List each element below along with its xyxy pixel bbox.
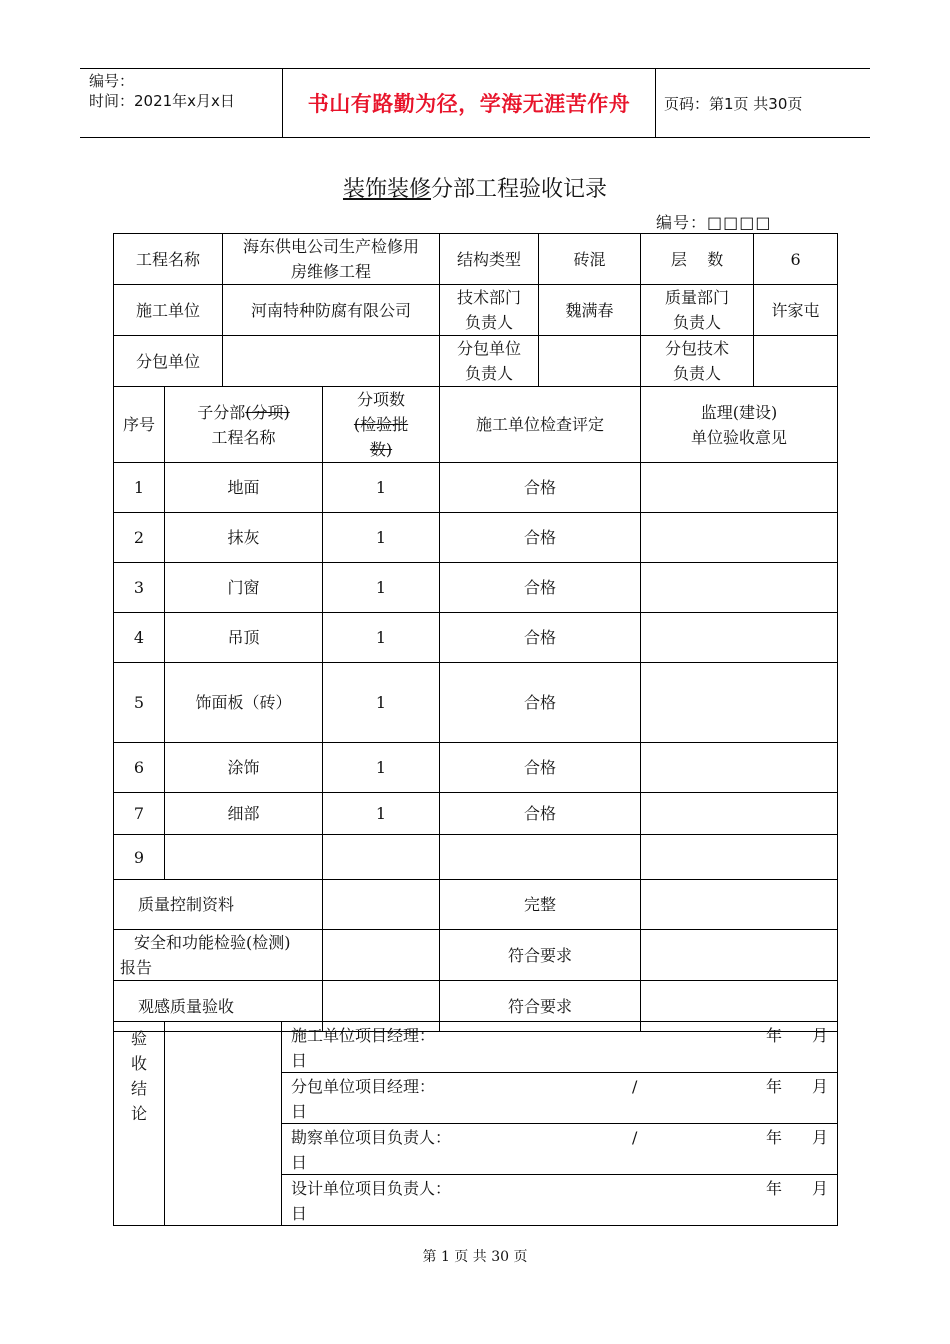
row-count: 1	[323, 463, 440, 513]
row-name	[165, 835, 323, 880]
row-supervisor-opinion	[641, 463, 838, 513]
header-motto: 书山有路勤为径，学海无涯苦作舟	[282, 69, 656, 137]
sub-unit-head-label-line1: 分包单位	[457, 339, 522, 358]
summary-eval: 符合要求	[440, 981, 641, 1032]
row-name: 地面	[165, 463, 323, 513]
table-row	[114, 613, 838, 663]
row-name: 吊顶	[165, 613, 323, 663]
signer-day: 日	[291, 1153, 308, 1172]
row-supervisor-opinion	[641, 613, 838, 663]
table-row	[114, 563, 838, 613]
row-eval: 合格	[440, 513, 641, 563]
table-row	[114, 743, 838, 793]
summary-label-line2: 报告	[120, 958, 153, 977]
summary-label: 观感质量验收	[114, 981, 323, 1032]
sub-tech-label-line2: 负责人	[673, 364, 722, 383]
row-seq: 7	[114, 793, 165, 835]
summary-label	[114, 930, 323, 981]
row-eval: 合格	[440, 743, 641, 793]
contractor-label: 施工单位	[114, 285, 223, 336]
page-title	[0, 172, 950, 203]
contractor-value: 河南特种防腐有限公司	[223, 285, 440, 336]
structure-value: 砖混	[539, 234, 641, 285]
tech-dept-value: 魏满春	[539, 285, 641, 336]
quality-dept-label-line1: 质量部门	[665, 288, 730, 307]
row-eval: 合格	[440, 613, 641, 663]
row-supervisor-opinion	[641, 663, 838, 743]
quality-dept-label-line2: 负责人	[673, 313, 722, 332]
summary-label-line1: 安全和功能检验(检测)	[134, 933, 291, 952]
tech-dept-label-line1: 技术部门	[457, 288, 522, 307]
col-header-subpart-line2: 工程名称	[211, 427, 276, 447]
col-header-count-line3: 数)	[369, 440, 393, 459]
sub-tech-value	[754, 336, 838, 387]
signer-label: 分包单位项目经理：	[291, 1077, 436, 1096]
col-header-count	[323, 387, 440, 463]
project-name-value	[223, 234, 440, 285]
quality-dept-label	[641, 285, 754, 336]
header-number-label: 编号：	[89, 72, 135, 90]
signer-day: 日	[291, 1204, 308, 1223]
doc-number: 编号：□□□□	[656, 213, 772, 232]
conclusion-char-3: 结	[130, 1079, 147, 1098]
col-header-subpart-a: 子分部	[197, 402, 246, 422]
project-name-line1: 海东供电公司生产检修用	[243, 237, 420, 256]
table-row	[114, 513, 838, 563]
summary-count	[323, 930, 440, 981]
row-count: 1	[323, 513, 440, 563]
title-rest: 分部工程验收记录	[431, 177, 608, 202]
row-eval: 合格	[440, 663, 641, 743]
tech-dept-label-line2: 负责人	[465, 313, 514, 332]
sub-unit-head-label-line2: 负责人	[465, 364, 514, 383]
col-header-supervisor	[641, 387, 838, 463]
signer-month: 月	[812, 1179, 829, 1198]
table-row	[114, 793, 838, 835]
signer-year: 年	[766, 1026, 783, 1045]
signer-slash: /	[632, 1077, 638, 1096]
row-count: 1	[323, 743, 440, 793]
header-meta	[89, 71, 235, 111]
table-row	[114, 663, 838, 743]
signer-year: 年	[766, 1179, 783, 1198]
col-header-supervisor-line1: 监理(建设)	[700, 402, 778, 422]
tech-dept-label	[440, 285, 539, 336]
row-count: 1	[323, 563, 440, 613]
floors-label: 层 数	[641, 234, 754, 285]
project-name-label: 工程名称	[114, 234, 223, 285]
conclusion-blank	[165, 1022, 282, 1226]
row-name: 饰面板（砖）	[165, 663, 323, 743]
inspection-table	[113, 233, 838, 1032]
page-footer: 第 1 页 共 30 页	[422, 1249, 528, 1265]
signer-year: 年	[766, 1077, 783, 1096]
signer-label: 设计单位项目负责人：	[291, 1179, 452, 1198]
row-supervisor-opinion	[641, 793, 838, 835]
row-eval: 合格	[440, 793, 641, 835]
summary-row	[114, 930, 838, 981]
signer-label: 施工单位项目经理：	[291, 1026, 436, 1045]
signer-day: 日	[291, 1102, 308, 1121]
summary-supervisor-opinion	[641, 880, 838, 930]
summary-supervisor-opinion	[641, 930, 838, 981]
floors-value: 6	[754, 234, 838, 285]
row-name: 抹灰	[165, 513, 323, 563]
signer-day: 日	[291, 1051, 308, 1070]
sub-tech-label-line1: 分包技术	[665, 339, 730, 358]
row-name: 门窗	[165, 563, 323, 613]
row-count: 1	[323, 613, 440, 663]
signer-slash: /	[632, 1128, 638, 1147]
row-name: 细部	[165, 793, 323, 835]
conclusion-char-2: 收	[130, 1054, 147, 1073]
col-header-subpart-b: (分项)	[245, 402, 290, 422]
col-header-subpart	[165, 387, 323, 463]
signer-cell-1	[282, 1022, 838, 1073]
table-row	[114, 835, 838, 880]
signer-label: 勘察单位项目负责人：	[291, 1128, 452, 1147]
signer-cell-2	[282, 1073, 838, 1124]
col-header-seq: 序号	[114, 387, 165, 463]
signer-month: 月	[812, 1026, 829, 1045]
row-eval: 合格	[440, 463, 641, 513]
row-count: 1	[323, 793, 440, 835]
row-seq: 5	[114, 663, 165, 743]
col-header-subpart-line1	[169, 400, 318, 425]
sub-unit-head-label	[440, 336, 539, 387]
sub-unit-value	[223, 336, 440, 387]
sub-unit-head-value	[539, 336, 641, 387]
row-seq: 3	[114, 563, 165, 613]
summary-count	[323, 880, 440, 930]
sub-unit-label: 分包单位	[114, 336, 223, 387]
header-time-label: 时间：2021年x月x日	[89, 92, 235, 110]
document-header	[80, 68, 870, 138]
title-underlined: 装饰装修	[342, 177, 431, 202]
structure-label: 结构类型	[440, 234, 539, 285]
row-count	[323, 835, 440, 880]
row-supervisor-opinion	[641, 835, 838, 880]
summary-row	[114, 880, 838, 930]
row-supervisor-opinion	[641, 743, 838, 793]
row-supervisor-opinion	[641, 563, 838, 613]
col-header-contractor-eval: 施工单位检查评定	[440, 387, 641, 463]
conclusion-table	[113, 1021, 838, 1226]
conclusion-vertical-label	[114, 1022, 165, 1226]
column-header-row	[114, 387, 838, 463]
table-row	[114, 463, 838, 513]
signer-month: 月	[812, 1128, 829, 1147]
signer-month: 月	[812, 1077, 829, 1096]
row-seq: 1	[114, 463, 165, 513]
row-eval: 合格	[440, 563, 641, 613]
row-seq: 9	[114, 835, 165, 880]
row-eval	[440, 835, 641, 880]
signer-cell-4	[282, 1175, 838, 1226]
info-row-contractor	[114, 285, 838, 336]
col-header-count-line2: (检验批	[353, 415, 409, 434]
row-seq: 4	[114, 613, 165, 663]
row-seq: 6	[114, 743, 165, 793]
col-header-count-line1: 分项数	[357, 390, 406, 409]
info-row-subcontractor	[114, 336, 838, 387]
summary-label: 质量控制资料	[114, 880, 323, 930]
col-header-supervisor-line2: 单位验收意见	[691, 427, 788, 447]
row-supervisor-opinion	[641, 513, 838, 563]
info-row-project	[114, 234, 838, 285]
sub-tech-label	[641, 336, 754, 387]
header-page-info: 页码：第1页 共30页	[664, 94, 803, 113]
project-name-line2: 房维修工程	[291, 262, 372, 281]
quality-dept-value: 许家屯	[754, 285, 838, 336]
conclusion-char-1: 验	[130, 1029, 147, 1048]
row-count: 1	[323, 663, 440, 743]
row-name: 涂饰	[165, 743, 323, 793]
conclusion-char-4: 论	[130, 1104, 147, 1123]
row-seq: 2	[114, 513, 165, 563]
summary-eval: 完整	[440, 880, 641, 930]
signer-cell-3	[282, 1124, 838, 1175]
summary-eval: 符合要求	[440, 930, 641, 981]
signer-year: 年	[766, 1128, 783, 1147]
